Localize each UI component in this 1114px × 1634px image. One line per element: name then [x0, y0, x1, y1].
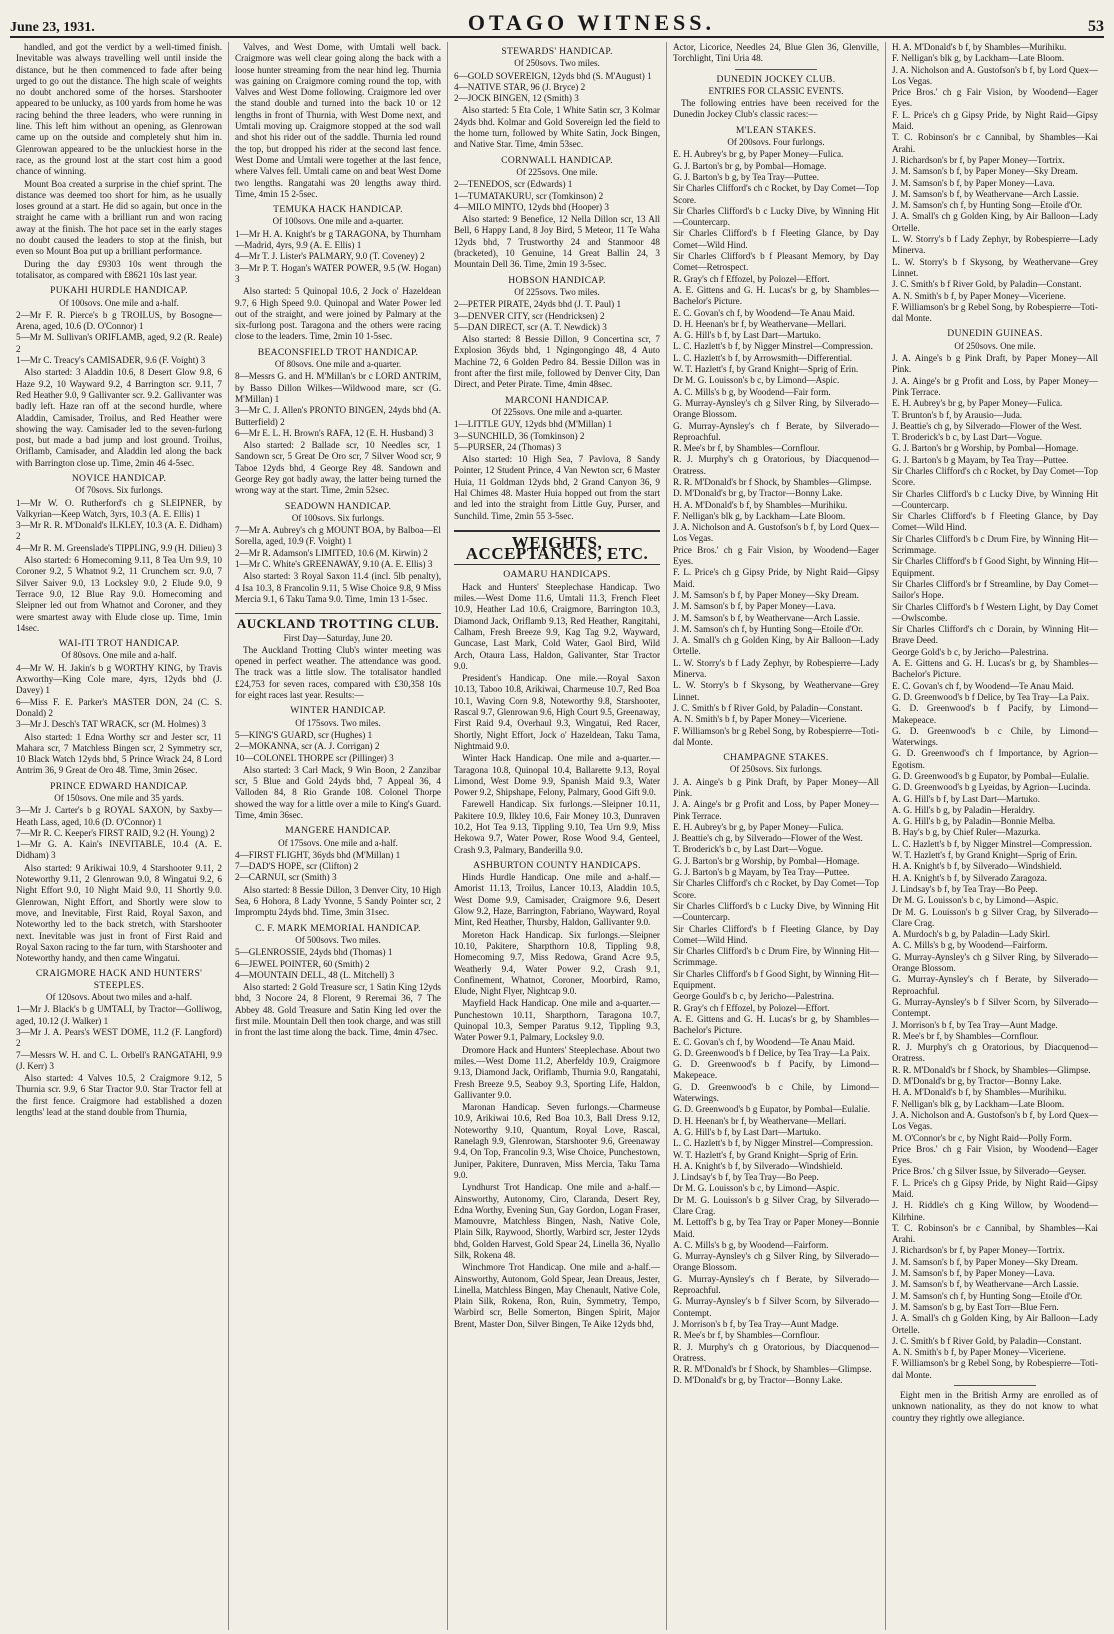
race-result: 3—Mr J. Carter's b g ROYAL SAXON, by Saxby—Heath Lass, aged, 10.6 (D. O'Connor) 1 7—Mr R. C. Keeper's FIRST RAID, 9.2 (H. Young) 2 1—Mr G. A. Kain's INEVITABLE, 10.4 (A. E. Didham) 3	[16, 805, 222, 861]
weights-paragraph: Winchmore Trot Handicap. One mile and a-half.—Ainsworthy, Autonom, Gold Spear, Jean Dreaus, Jester, Linella, Matchless Bingen, May Chenault, Native Cole, Plain Silk, Rokena, Ron, Ruin, Symmetry, Tempo, Warbird scr, Belle Somerton, Bingen Spirit, Major Brent, Master Don, Silver Bingen, Te Aike 12yds bhd,	[454, 1262, 660, 1329]
race-result: 4—FIRST FLIGHT, 36yds bhd (M'Millan) 1 7—DAD'S HOPE, scr (Clifton) 2 2—CARNUI, scr (Smith) 3	[235, 849, 401, 883]
subsection-title: ASHBURTON COUNTY HANDICAPS.	[473, 859, 641, 871]
race-conditions: Of 250sovs. Two miles.	[514, 58, 600, 69]
race-report: Also started: 8 Bessie Dillon, 3 Denver City, 10 High Sea, 6 Hohora, 8 Lady Yvonne, 5 Sandy Pointer scr, 2 Impromptu 24yds bhd. Time, 3min 31sec.	[235, 884, 441, 918]
race-conditions: Of 100sovs. One mile and a-quarter.	[272, 216, 404, 227]
race-result: 2—PETER PIRATE, 24yds bhd (J. T. Paul) 1 3—DENVER CITY, scr (Hendricksen) 2 5—DAN DIRECT, scr (A. T. Newdick) 3	[454, 299, 622, 332]
race-report: Also started: 9 Benefice, 12 Nella Dillon scr, 13 All Bell, 6 Happy Land, 8 Joy Bird, 5 Meteor, 11 Te Waha 12yds bhd, 7 Trustworthy 24 and Stanmoor 48 (bracketed), 10 Genuine, 14 Great Ballin 24, 3 Mountain Dell 36. Time, 2min 19 3-5sec.	[454, 214, 660, 270]
race-title: SEADOWN HANDICAP.	[284, 500, 392, 512]
race-conditions: Of 250sovs. One mile.	[954, 340, 1036, 351]
race-report: Also started: 5 Quinopal 10.6, 2 Jock o' Hazeldean 9.7, 6 High Speed 9.0. Quinopal and Water Power led out of the straight, and were joined by Palmary at the six-furlong post. Taragona and the others were racing close to the leaders. Time, 2min 10 1-5sec.	[235, 286, 441, 342]
race-result: 6—GOLD SOVEREIGN, 12yds bhd (S. M'August) 1 4—NATIVE STAR, 96 (J. Bryce) 2 2—JOCK BINGEN, 12 (Smith) 3	[454, 70, 652, 104]
article-paragraph: Actor, Licorice, Needles 24, Blue Glen 36, Glenville, Torchlight, Tini Uria 48.	[673, 42, 879, 64]
race-conditions: Of 225sovs. One mile and a-quarter.	[491, 406, 623, 417]
race-conditions: Of 250sovs. Six furlongs.	[729, 764, 823, 775]
race-title: C. F. MARK MEMORIAL HANDICAP.	[255, 922, 421, 934]
race-result: 4—Mr W. H. Jakin's b g WORTHY KING, by Travis Axworthy—King Cole mare, 4yrs, 12yds bhd (J. Davey) 1 6—Miss F. E. Parker's MASTER DON, 24 (C. S. Donald) 2 3—Mr J. Desch's TAT WRACK, scr (M. Holmes) 3	[16, 662, 222, 730]
column-5	[886, 42, 1104, 1630]
race-title: WAI-ITI TROT HANDICAP.	[58, 638, 180, 650]
newspaper-title: OTAGO WITNESS.	[467, 10, 715, 35]
race-title: CHAMPAGNE STAKES.	[723, 752, 829, 764]
race-result: 5—KING'S GUARD, scr (Hughes) 1 2—MOKANNA, scr (A. J. Corrigan) 2 10—COLONEL THORPE scr (Pillinger) 3	[235, 729, 394, 763]
weights-paragraph: Moreton Hack Handicap. Six furlongs.—Sleipner 10.10, Pakitere, Sharpthorn 10.8, Tippling 9.8, Homecoming 9.7, Miss Redowa, Grand Acre 9.5, Weatherly 9.4, Water Power 9.2, Crash 9.1, Confinement, Whatnot, Coroner, Moorbird, Ramo, Elude, Night Flyer, Nightcap 9.0.	[454, 929, 660, 997]
subsection-title: OAMARU HANDICAPS.	[503, 569, 611, 581]
section-heading: DUNEDIN JOCKEY CLUB.	[716, 73, 836, 85]
race-title: WINTER HANDICAP.	[290, 705, 386, 717]
column-2	[229, 42, 448, 1630]
article-paragraph: The following entries have been received for the Dunedin Jockey Club's classic races:—	[673, 98, 879, 120]
article-paragraph: Mount Boa created a surprise in the chief sprint. The distance was deemed too short for him, as he usually loses ground at a start. He did so again, but once in the straight he came with a brilliant run and won racing away at the finish. The hot pace set in the early stages no doubt caused the leaders to stop at the finish, but even so Mount Boa put up a brilliant performance.	[16, 178, 222, 257]
race-conditions: Of 80sovs. One mile and a-quarter.	[274, 359, 402, 370]
race-title: DUNEDIN GUINEAS.	[947, 328, 1043, 340]
subsection-title: ENTRIES FOR CLASSIC EVENTS.	[708, 85, 844, 96]
race-report: Also started: 10 High Sea, 7 Pavlova, 8 Sandy Pointer, 12 Student Prince, 4 Van Newton scr, 6 Master Huia, 11 Goldman 12yds bhd, 2 Grand Canyon 36, 9 Hal Chimes 48. Master Huia hopped out from the start and led into the straight from Little Guy, Purser, and Sunchild. Time, 2min 55 3-5sec.	[454, 454, 660, 521]
weights-paragraph: Dromore Hack and Hunters' Steeplechase. About two miles.—West Dome 11.2, Aberfeldy 10.9, Craigmore 9.13, Diamond Jack, Oriflamb, Thurnia 9.0, Rangatahi, Fresh Breeze 9.5, Seaboy 9.3, Sporting Life, Haldon, Gallivanter 9.0.	[454, 1044, 660, 1100]
race-title: MANGERE HANDICAP.	[285, 825, 391, 837]
race-conditions: Of 150sovs. One mile and 35 yards.	[54, 793, 184, 803]
masthead	[10, 6, 1104, 38]
race-title: M'LEAN STAKES.	[735, 124, 817, 136]
race-report: Also started: 5 Eta Cole, 1 White Satin scr, 3 Kolmar 24yds bhd. Kolmar and Gold Sovereign led the field to the home turn, followed by White Satin, Jock Bingen, and Native Star. Time, 4min 53sec.	[454, 105, 660, 150]
article-paragraph: During the day £9303 10s went through the totalisator, as compared with £8621 10s last year.	[16, 258, 222, 280]
weights-paragraph: Hack and Hunters' Steeplechase Handicap. Two miles.—West Dome 11.6, Umtali 11.3, French Fleet 10.9, Heather Lad 10.6, Craigmore, Barrington 10.3, Diamond Jack, Oriflamb 9.13, Red Heather, Rangitahi, Calham, Fresh Breeze 9.9, Kag Tag 9.2, Wayward, Guncase, Last Mark, Cold Water, Gaol Bird, Wild Arch, Otaura Lass, Haldon, Galivanter, Star Tractor 9.0.	[454, 581, 660, 671]
race-result: 2—Mr F. R. Pierce's b g TROILUS, by Bosogne—Arena, aged, 10.6 (D. O'Connor) 1 5—Mr M. Sullivan's ORIFLAMB, aged, 9.2 (R. Reale) 2 1—Mr C. Treacy's CAMISADER, 9.6 (F. Voight) 3	[16, 309, 222, 366]
article-paragraph: Valves, and West Dome, with Umtali well back. Craigmore was well clear going along the back with a loose hunter streaming from the near hind leg. Thurnia was gaining on Craigmore coming round the top, with Valves and West Dome following. Craigmore led over the stand double and turned into the back 10 or 12 lengths in front of Thurnia, with West Dome next, and Umtali moving up. Craigmore stopped at the sod wall and shot his rider out of the saddle. Thurnia led round the top, but dropped his rider at the second last fence. West Dome and Umtali were together at the last fence, where Valves fell. Umtali came on and beat West Dome two lengths. Rangatahi was 20 lengths away third. Time, 4min 15 2-5sec.	[235, 42, 441, 199]
entries-list: H. A. M'Donald's b f, by Shambles—Murihiku. F. Nelligan's blk g, by Lackham—Late Bloom. J. A. Nicholson and A. Gustofson's b f, by Lord Quex—Los Vegas. Price Bros.' ch g Fair Vision, by Woodend—Eager Eyes. F. L. Price's ch g Gipsy Pride, by Night Raid—Gipsy Maid. T. C. Robinson's br c Cannibal, by Shambles—Kai Arahi. J. Richardson's br f, by Paper Money—Tortrix. J. M. Samson's b f, by Paper Money—Sky Dream. J. M. Samson's b f, by Paper Money—Lava. J. M. Samson's b f, by Weathervane—Arch Lassie. J. M. Samson's ch f, by Hunting Song—Etoile d'Or. J. A. Small's ch g Golden King, by Air Balloon—Lady Ortelle. L. W. Storry's b f Lady Zephyr, by Robespierre—Lady Minerva. L. W. Storry's b f Skysong, by Weathervane—Grey Linnet. J. C. Smith's b f River Gold, by Paladin—Constant. A. N. Smith's b f, by Paper Money—Viceriene. F. Williamson's br g Rebel Song, by Robespierre—Toti-dal Monte.	[892, 42, 1098, 324]
race-result: 8—Messrs G. and H. M'Millan's br c LORD ANTRIM, by Basso Dillon Wilkes—Wildwood mare, scr (G. M'Millan) 1 3—Mr C. J. Allen's PRONTO BINGEN, 24yds bhd (A. Butterfield) 2 6—Mr E. L. H. Brown's RAFA, 12 (E. H. Husband) 3	[235, 371, 441, 438]
race-title: BEACONSFIELD TROT HANDICAP.	[257, 346, 419, 358]
race-title: PRINCE EDWARD HANDICAP.	[50, 780, 188, 792]
race-report: Also started: 4 Valves 10.5, 2 Craigmore 9.12, 5 Thurnia scr. 9.9, 6 Star Tractor 9.0. Star Tractor fell at the first fence. Craigmore had established a dozen lengths' lead at the stand double from Thurnia,	[16, 1073, 222, 1118]
race-conditions: Of 500sovs. Two miles.	[295, 934, 381, 945]
weights-paragraph: Maronan Handicap. Seven furlongs.—Charmeuse 10.9, Arikiwai 10.6, Red Boa 10.3, Ball Dress 9.12, Noteworthy 9.10, Quantum, Royal Love, Rascal, Ranelagh 9.9, Glenrowan, Starshooter 9.6, Greenaway 9.4, On Top, Francolin 9.3, Wise Choice, Punchestown, Juniper, Pakitere, Dunraven, Miss Mercia, Taku Tama 9.0.	[454, 1102, 660, 1180]
race-title: PUKAHI HURDLE HANDICAP.	[50, 285, 188, 297]
race-title: MARCONI HANDICAP.	[505, 394, 609, 406]
weights-paragraph: President's Handicap. One mile.—Royal Saxon 10.13, Taboo 10.8, Arikiwai, Charmeuse 10.7, Red Boa 10.1, Waving Corn 9.8, Noteworthy 9.8, Starshooter, Rascal 9.7, Glenrowan 9.6, High Court 9.5, Greenaway, First Raid 9.4, Overhaul 9.3, Wingatui, Red Racer, Shortly, Night Effort, Jock o' Hazeldean, Taku Tama, Nightmaid 9.0.	[454, 673, 660, 751]
race-result: 5—GLENROSSIE, 24yds bhd (Thomas) 1 6—JEWEL POINTER, 60 (Smith) 2 4—MOUNTAIN DELL, 48 (L. Mitchell) 3	[235, 947, 395, 980]
weights-paragraph: Mayfield Hack Handicap. One mile and a-quarter.—Punchestown 10.11, Sharpthorn, Taragona 10.7, Quinopal 10.3, Semper Paratus 9.12, Tippling 9.3, Water Power 9.1, Palmary, Locksley 9.0.	[454, 998, 660, 1043]
race-report: Also started: 9 Arikiwai 10.9, 4 Starshooter 9.11, 2 Noteworthy 9.11, 2 Glenrowan 9.0, 8 Wingatui 9.2, 6 Night Effort 9.0, 10 Night Maid 9.0, 11 Shortly 9.0. Glenrowan, Night Effort, and Shortly were slow to move, and Inevitable, First Raid, Royal Saxon, and Noteworthy led to the back stretch, with Starshooter next. Inevitable was just in front of First Raid and Royal Saxon racing to the far turn, with Starshooter and Noteworthy handy, and then came Wingatui.	[16, 862, 222, 964]
column-1	[10, 42, 229, 1630]
race-title: CRAIGMORE HACK AND HUNTERS' STEEPLES.	[35, 968, 203, 991]
race-conditions: Of 175sovs. One mile and a-half.	[278, 837, 398, 848]
weights-paragraph: Farewell Handicap. Six furlongs.—Sleipner 10.11, Pakitere 10.9, Ilkley 10.6, Fair Money 10.3, Dunraven 10.2, Hot Tea 9.13, Tippling 9.10, Tea Urn 9.9, Miss Hekowa 9.7, Water Power, Rose Wood 9.4, Genteel, Crash 9.3, Palmary, Banderilla 9.0.	[454, 799, 660, 855]
column-4	[667, 42, 886, 1630]
race-result: 1—Mr J. Black's b g UMTALI, by Tractor—Golliwog, aged, 10.12 (J. Walker) 1 3—Mr J. A. Pears's WEST DOME, 11.2 (F. Langford) 2 7—Messrs W. H. and C. L. Orbell's RANGATAHI, 9.9 (J. Kerr) 3	[16, 1004, 222, 1071]
race-title: TEMUKA HACK HANDICAP.	[273, 204, 403, 216]
race-conditions: Of 70sovs. Six furlongs.	[75, 485, 163, 496]
article-paragraph: The Auckland Trotting Club's winter meeting was opened in perfect weather. The attendance was good. The track was a little slow. The totalisator handled £24,753 for seven races, compared with £30,358 10s for eight races last year. Results:—	[235, 644, 441, 701]
race-conditions: Of 175sovs. Two miles.	[295, 717, 381, 728]
race-report: Also started: 2 Gold Treasure scr, 1 Satin King 12yds bhd, 3 Nocore 24, 8 Florent, 9 Reremai 36, 7 The Abbey 48. Gold Treasure and Satin King led over the first mile. Mountain Dell then took charge, and was still in front the last time along the back. Time, 4min 47sec.	[235, 982, 441, 1038]
entries-list: J. A. Ainge's b g Pink Draft, by Paper Money—All Pink. J. A. Ainge's br g Profit and Loss, by Paper Money—Pink Terrace. E. H. Aubrey's br g, by Paper Money—Fulica. J. Beattie's ch g, by Silverado—Flower of the West. T. Broderick's b c, by Last Dart—Vogue. G. J. Barton's br g Worship, by Pombal—Homage. G. J. Barton's b g Mayam, by Tea Tray—Puttee. Sir Charles Clifford's ch c Rocket, by Day Comet—Top Score. Sir Charles Clifford's b c Lucky Dive, by Winning Hit—Countercarp. Sir Charles Clifford's b f Fleeting Glance, by Day Comet—Wild Hind. Sir Charles Clifford's b c Drum Fire, by Winning Hit—Scrimmage. Sir Charles Clifford's b f Good Sight, by Winning Hit—Equipment. George Gould's b c, by Jericho—Palestrina. R. Gray's ch f Effozel, by Polozel—Effort. A. E. Gittens and G. H. Lucas's br g, by Shambles—Bachelor's Picture. E. C. Govan's ch f, by Woodend—Te Anau Maid. G. D. Greenwood's b f Delice, by Tea Tray—La Paix. G. D. Greenwood's b f Pacify, by Limond—Makepeace. G. D. Greenwood's b c Chile, by Limond—Waterwings. G. D. Greenwood's b g Eupator, by Pombal—Eulalie. D. H. Heenan's br f, by Weathervane—Mellari. A. G. Hill's b f, by Last Dart—Martuko. L. C. Hazlett's b f, by Nigger Minstrel—Compression. W. T. Hazlett's f, by Grand Knight—Sprig of Erin. H. A. Knight's b f, by Silverado—Windshield. J. Lindsay's b f, by Tea Tray—Bo Peep. Dr M. G. Louisson's b c, by Limond—Aspic. Dr M. G. Louisson's b g Silver Crag, by Silverado—Clare Crag. M. Lettoff's b g, by Tea Tray or Paper Money—Bonnie Maid. A. C. Mills's b g, by Woodend—Fairform. G. Murray-Aynsley's ch g Silver Ring, by Silverado—Orange Blossom. G. Murray-Aynsley's ch f Berate, by Silverado—Reproachful. G. Murray-Aynsley's b f Silver Scorn, by Silverado—Contempt. J. Morrison's b f, by Tea Tray—Aunt Madge. R. Mee's br f, by Shambles—Cornflour. R. J. Murphy's ch g Oratorious, by Diacquenod—Oratress. R. R. M'Donald's br f Shock, by Shambles—Glimpse. D. M'Donald's br g, by Tractor—Bonny Lake.	[673, 776, 879, 1386]
race-result: 1—Mr W. O. Rutherford's ch g SLEIPNER, by Valkyrian—Keep Watch, 3yrs, 10.3 (A. E. Ellis) 1 3—Mr R. R. M'Donald's ILKLEY, 10.3 (A. E. Didham) 2 4—Mr R. M. Greenslade's TIPPLING, 9.9 (H. Dilieu) 3	[16, 497, 222, 553]
section-heading: AUCKLAND TROTTING CLUB.	[235, 613, 441, 629]
divider	[954, 1385, 1036, 1386]
race-report: Also started: 1 Edna Worthy scr and Jester scr, 11 Mahara scr, 7 Matchless Bingen scr, 2 Symmetry scr, 10 Black Watch 12yds bhd, 5 Prince Wrack 24, 8 Lord Antrim 36, 9 Great de Oro 48. Time, 3min 26sec.	[16, 731, 222, 776]
meeting-day: First Day—Saturday, June 20.	[283, 632, 393, 643]
entries-list: E. H. Aubrey's br g, by Paper Money—Fulica. G. J. Barton's br g, by Pombal—Homage. G. J. Barton's b g, by Tea Tray—Puttee. Sir Charles Clifford's ch c Rocket, by Day Comet—Top Score. Sir Charles Clifford's b c Lucky Dive, by Winning Hit—Countercarp. Sir Charles Clifford's b f Fleeting Glance, by Day Comet—Wild Hind. Sir Charles Clifford's b f Pleasant Memory, by Day Comet—Retrospect. R. Gray's ch f Effozel, by Polozel—Effort. A. E. Gittens and G. H. Lucas's br g, by Shambles—Bachelor's Picture. E. C. Govan's ch f, by Woodend—Te Anau Maid. D. H. Heenan's br f, by Weathervane—Mellari. A. G. Hill's b f, by Last Dart—Martuko. L. C. Hazlett's b f, by Nigger Minstrel—Compression. L. C. Hazlett's b f, by Arrowsmith—Differential. W. T. Hazlett's f, by Grand Knight—Sprig of Erin. Dr M. G. Louisson's b c, by Limond—Aspic. A. C. Mills's b g, by Woodend—Fair form. G. Murray-Aynsley's ch g Silver Ring, by Silverado—Orange Blossom. G. Murray-Aynsley's ch f Berate, by Silverado—Reproachful. R. Mee's br f, by Shambles—Cornflour. R. J. Murphy's ch g Oratorious, by Diacquenod—Oratress. R. R. M'Donald's br f Shock, by Shambles—Glimpse. D. M'Donald's br g, by Tractor—Bonny Lake. H. A. M'Donald's b f, by Shambles—Murihiku. F. Nelligan's blk g, by Lackham—Late Bloom. J. A. Nicholson and A. Gustofson's b f, by Lord Quex—Los Vegas. Price Bros.' ch g Fair Vision, by Woodend—Eager Eyes. F. L. Price's ch g Gipsy Pride, by Night Raid—Gipsy Maid. J. M. Samson's b f, by Paper Money—Sky Dream. J. M. Samson's b f, by Paper Money—Lava. J. M. Samson's b f, by Weathervane—Arch Lassie. J. M. Samson's ch f, by Hunting Song—Etoile d'Or. J. A. Small's ch g Golden King, by Air Balloon—Lady Ortelle. L. W. Storry's b f Lady Zephyr, by Robespierre—Lady Minerva. L. W. Storry's b f Skysong, by Weathervane—Grey Linnet. J. C. Smith's b f River Gold, by Paladin—Constant. A. N. Smith's b f, by Paper Money—Viceriene. F. Williamson's br g Rebel Song, by Robespierre—Toti-dal Monte.	[673, 149, 879, 747]
race-report: Also started: 6 Homecoming 9.11, 8 Tea Urn 9.9, 10 Coroner 9.2, 5 Whatnot 9.2, 11 Crunchem scr. 9.0, 7 Silver Saiver 9.0, 13 Locksley 9.0, 2 Elude 9.0, 9 Terrace 9.0, 12 Blue Ray 9.0. Homecoming and Sleipner led out from Whatnot and Coroner, and they were smartest away with Elude close up. Time, 1min 14sec.	[16, 555, 222, 633]
section-heading: WEIGHTS, ACCEPTANCES, ETC.	[454, 530, 660, 566]
weights-paragraph: Lyndhurst Trot Handicap. One mile and a-half.—Ainsworthy, Autonomy, Ciro, Claranda, Desert Rey, Edna Worthy, Evening Sun, Gay Gordon, Logan Fraser, Mamouvre, Matchless Bingen, Nash, Native Cole, Plain Silk, Raywood, Shortly, Warbird scr, Jester 12yds bhd, Golden Harvest, Gold Spear 24, Linella 36, Nyallo Silk, Rokena 48.	[454, 1182, 660, 1260]
race-title: NOVICE HANDICAP.	[71, 472, 167, 484]
race-report: Also started: 3 Royal Saxon 11.4 (incl. 5lb penalty), 4 Isa 10.3, 8 Francolin 9.11, 5 Wise Choice 9.8, 9 Miss Mercia 9.1, 6 Taku Tama 9.0. Time, 1min 13 1-5sec.	[235, 571, 441, 604]
race-conditions: Of 80sovs. One mile and a-half.	[61, 650, 177, 661]
race-title: STEWARDS' HANDICAP.	[501, 46, 613, 57]
race-conditions: Of 100sovs. Six furlongs.	[291, 512, 385, 523]
entries-list: J. A. Ainge's b g Pink Draft, by Paper Money—All Pink. J. A. Ainge's br g Profit and Loss, by Paper Money—Pink Terrace. E. H. Aubrey's br g, by Paper Money—Fulica. T. Brunton's b f, by Arausio—Juda. J. Beattie's ch g, by Silverado—Flower of the West. T. Broderick's b c, by Last Dart—Vogue. G. J. Barton's br g Worship, by Pombal—Homage. G. J. Barton's b g Mayam, by Tea Tray—Puttee. Sir Charles Clifford's ch c Rocket, by Day Comet—Top Score. Sir Charles Clifford's b c Lucky Dive, by Winning Hit—Countercarp. Sir Charles Clifford's b f Fleeting Glance, by Day Comet—Wild Hind. Sir Charles Clifford's b c Drum Fire, by Winning Hit—Scrimmage. Sir Charles Clifford's b f Good Sight, by Winning Hit—Equipment. Sir Charles Clifford's br f Streamline, by Day Comet—Sailor's Hope. Sir Charles Clifford's b f Western Light, by Day Comet—Owlscombe. Sir Charles Clifford's ch c Dorain, by Winning Hit—Brave Deed. George Gold's b c, by Jericho—Palestrina. A. E. Gittens and G. H. Lucas's br g, by Shambles—Bachelor's Picture. E. C. Govan's ch f, by Woodend—Te Anau Maid. G. D. Greenwood's b f Delice, by Tea Tray—La Paix. G. D. Greenwood's b f Pacify, by Limond—Makepeace. G. D. Greenwood's b c Chile, by Limond—Waterwings. G. D. Greenwood's ch f Importance, by Agrion—Egotism. G. D. Greenwood's b g Eupator, by Pombal—Eulalie. G. D. Greenwood's b g Lyeidas, by Agrion—Lucinda. A. G. Hill's b f, by Last Dart—Martuko. A. G. Hill's b g, by Paladin—Heraldry. A. G. Hill's b g, by Paladin—Bonnie Melba. B. Hay's b g, by Chief Ruler—Mazurka. L. C. Hazlett's b f, by Nigger Minstrel—Compression. W. T. Hazlett's f, by Grand Knight—Sprig of Erin. H. A. Knight's b f, by Silverado—Windshield. H. A. Knight's b f, by Silverado Zaragoza. J. Lindsay's b f, by Tea Tray—Bo Peep. Dr M. G. Louisson's b c, by Limond—Aspic. Dr M. G. Louisson's b g Silver Crag, by Silverado—Clare Crag. A. Murdoch's b g, by Paladin—Lady Skirl. A. C. Mills's b g, by Woodend—Fairform. G. Murray-Aynsley's ch g Silver Ring, by Silverado—Orange Blossom. G. Murray-Aynsley's ch f Berate, by Silverado—Reproachful. G. Murray-Aynsley's b f Silver Scorn, by Silverado—Contempt. J. Morrison's b f, by Tea Tray—Aunt Madge. R. Mee's br f, by Shambles—Cornflour. R. J. Murphy's ch g Oratorious, by Diacquenod—Oratress. R. R. M'Donald's br f Shock, by Shambles—Glimpse. D. M'Donald's br g, by Tractor—Bonny Lake. H. A. M'Donald's b f, by Shambles—Murihiku. F. Nelligan's blk g, by Lackham—Late Bloom. J. A. Nicholson and A. Gustofson's b f, by Lord Quex—Los Vegas. M. O'Connor's br c, by Night Raid—Polly Form. Price Bros.' ch g Fair Vision, by Woodend—Eager Eyes. Price Bros.' ch g Silver Issue, by Silverado—Geyser. F. L. Price's ch g Gipsy Pride, by Night Raid—Gipsy Maid. J. H. Riddle's ch g King Willow, by Woodend—Kilrhine. T. C. Robinson's br c Cannibal, by Shambles—Kai Arahi. J. Richardson's br f, by Paper Money—Tortrix. J. M. Samson's b f, by Paper Money—Sky Dream. J. M. Samson's b f, by Paper Money—Lava. J. M. Samson's b f, by Weathervane—Arch Lassie. J. M. Samson's ch f, by Hunting Song—Etoile d'Or. J. M. Samson's b g, by East Torr—Blue Fern. J. A. Small's ch g Golden King, by Air Balloon—Lady Ortelle. J. C. Smith's b f River Gold, by Paladin—Constant. A. N. Smith's b f, by Paper Money—Viceriene. F. Williamson's br g Rebel Song, by Robespierre—Toti-dal Monte.	[892, 353, 1098, 1380]
race-title: HOBSON HANDICAP.	[508, 274, 606, 286]
race-report: Also started: 3 Aladdin 10.6, 8 Desert Glow 9.8, 6 Haze 9.2, 10 Wayward 9.2, 4 Barrington scr. 9.11, 7 Red Heather 9.0, 9 Gallivanter scr. 9.2. Gallivanter was badly left. Haze ran off at the second hurdle, where Aladdin, Camisader, Troilus, and Red Heather were showing the way. Camisader led to the seven-furlong post, but made a bad jump and lost ground. Troilus, Oriflamb, Camisader, and Aladdin led along the back with Barrington close up. Time, 2min 46 4-5sec.	[16, 367, 222, 468]
race-result: 1—LITTLE GUY, 12yds bhd (M'Millan) 1 3—SUNCHILD, 36 (Tomkinson) 2 5—PURSER, 24 (Thomas) 3	[454, 419, 613, 452]
column-3	[448, 42, 667, 1630]
article-paragraph: handled, and got the verdict by a well-timed finish. Inevitable was always travelling well until inside the distance, but he then commenced to fade after being urged to go out the distance. The high scale of weights no doubt anchored some of the horses. Starshooter appeared to be unlucky, as 100 yards from home he was racing behind the three leaders, who were running in line. This left him without an opening, as Glenrowan came up on the outside and completely shut him in. Glenrowan appeared to be the unluckiest horse in the race, as the ground lost at the start cost him a good chance of winning.	[16, 42, 222, 177]
race-conditions: Of 120sovs. About two miles and a-half.	[46, 992, 192, 1003]
race-result: 2—TENEDOS, scr (Edwards) 1 1—TUMATAKURU, scr (Tomkinson) 2 4—MILO MINTO, 12yds bhd (Hooper) 3	[454, 179, 609, 212]
columns	[10, 42, 1104, 1630]
weights-paragraph: Hinds Hurdle Handicap. One mile and a-half.—Amorist 11.13, Troilus, Lancer 10.13, Aladdin 10.5, West Dome 9.9, Camisader, Craigmore 9.6, Desert Glow 9.2, Haze, Barrington, Fabriano, Wayward, Royal Mint, Red Heather, Thursby, Haldon, Gallivanter 9.0.	[454, 872, 660, 928]
race-conditions: Of 100sovs. One mile and a-half.	[59, 297, 179, 308]
race-conditions: Of 225sovs. Two miles.	[514, 286, 600, 297]
race-report: Also started: 8 Bessie Dillon, 9 Concertina scr, 7 Explosion 36yds bhd, 1 Ngingongingo 48, 4 Auto Machine 72, 6 Golden Pedro 84. Bessie Dillon was in front after the first mile, followed by Denver City, Dan Direct, and Peter Pirate. Time, 4min 48sec.	[454, 334, 660, 390]
race-title: CORNWALL HANDICAP.	[501, 154, 613, 166]
divider	[735, 69, 817, 70]
race-report: Also started: 3 Carl Mack, 9 Win Boon, 2 Zanzibar scr, 5 Blue and Gold 24yds bhd, 7 Appeal 36, 4 Valloden 84, 8 Rio Grande 108. Colonel Thorpe showed the way for a little over a mile to King's Guard. Time, 4min 36sec.	[235, 764, 441, 820]
race-conditions: Of 200sovs. Four furlongs.	[727, 137, 825, 148]
race-report: Also started: 2 Ballade scr, 10 Needles scr, 1 Sandown scr, 5 Great De Oro scr, 7 Silver Wood scr, 9 Taboe 12yds bhd, 4 George Rey 48. Sandown and George Rey got badly away, the latter being turned the wrong way at the start. Time, 2min 52sec.	[235, 440, 441, 496]
issue-date: June 23, 1931.	[10, 20, 95, 35]
race-result: 7—Mr A. Aubrey's ch g MOUNT BOA, by Balboa—El Sorella, aged, 10.9 (F. Voight) 1 2—Mr R. Adamson's LIMITED, 10.6 (M. Kirwin) 2 1—Mr C. White's GREENAWAY, 9.10 (A. E. Ellis) 3	[235, 525, 441, 570]
race-conditions: Of 225sovs. One mile.	[516, 166, 598, 177]
weights-paragraph: Winter Hack Handicap. One mile and a-quarter.—Taragona 10.8, Quinopal 10.4, Ballarette 9.13, Royal Limond, West Dome 9.9, Spanish Maid 9.3, Water Power 9.2, Shipshape, Felony, Palmary, Good Gift 9.0.	[454, 753, 660, 798]
page-number: 53	[1088, 18, 1104, 35]
footer-note: Eight men in the British Army are enrolled as of unknown nationality, as they do not know to what country they rightly owe allegiance.	[892, 1390, 1098, 1423]
race-result: 1—Mr H. A. Knight's br g TARAGONA, by Thurnham—Madrid, 4yrs, 9.9 (A. E. Ellis) 1 4—Mr T. J. Lister's PALMARY, 9.0 (T. Coveney) 2 3—Mr P. T. Hogan's WATER POWER, 9.5 (W. Hogan) 3	[235, 228, 441, 284]
